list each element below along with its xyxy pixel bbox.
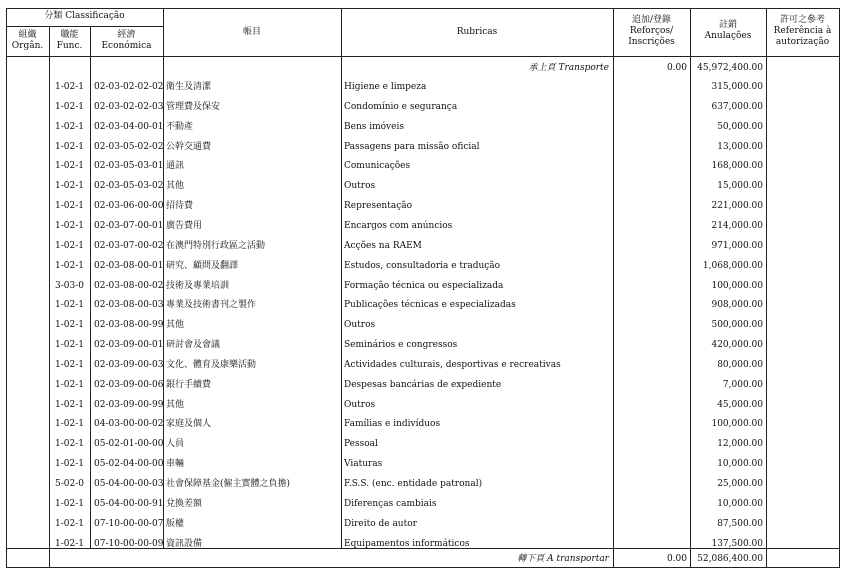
header-reforcos bbox=[613, 15, 690, 48]
header-reforcos-zh: 追加/登錄 bbox=[631, 15, 672, 25]
row-item-zh: 文化、體育及康樂活動 bbox=[166, 359, 257, 370]
row-rubrica-pt: F.S.S. (enc. entidade patronal) bbox=[344, 479, 483, 489]
row-rubrica-pt: Actividades culturais, desportivas e recreativas bbox=[344, 359, 561, 370]
header-rubricas: Rubricas bbox=[456, 27, 498, 37]
row-item-zh: 衛生及清潔 bbox=[166, 82, 212, 92]
row-econ: 02-03-05-03-02 bbox=[94, 181, 164, 192]
transport-out-reforcos: 0.00 bbox=[666, 554, 687, 564]
row-func: 1-02-1 bbox=[55, 518, 84, 529]
row-econ: 02-03-07-00-02 bbox=[94, 240, 164, 251]
row-rubrica-pt: Famílias e indivíduos bbox=[344, 419, 441, 430]
row-func: 1-02-1 bbox=[55, 141, 84, 152]
row-anulacoes: 15,000.00 bbox=[717, 181, 763, 192]
transport-out-label: 轉下頁 A transportar bbox=[517, 554, 609, 564]
table-row bbox=[6, 459, 839, 479]
row-anulacoes: 137,500.00 bbox=[711, 538, 763, 549]
header-referencia bbox=[766, 15, 839, 48]
row-item-zh: 研討會及會議 bbox=[166, 340, 221, 351]
table-row bbox=[6, 281, 839, 301]
row-anulacoes: 971,000.00 bbox=[711, 240, 763, 251]
header-anulacoes-pt: Anulações bbox=[704, 31, 752, 41]
col-line bbox=[839, 8, 840, 568]
header-econ bbox=[90, 30, 163, 52]
row-econ: 02-03-05-02-02 bbox=[94, 141, 164, 152]
row-item-zh: 其他 bbox=[166, 320, 185, 331]
row-func: 5-02-0 bbox=[55, 479, 84, 489]
row-anulacoes: 168,000.00 bbox=[711, 161, 763, 172]
row-rubrica-pt: Estudos, consultadoria e tradução bbox=[344, 260, 501, 271]
header-econ-pt: Económica bbox=[101, 41, 152, 51]
header-func-pt: Func. bbox=[56, 41, 83, 51]
row-item-zh: 銀行手續費 bbox=[166, 379, 212, 390]
row-item-zh: 人員 bbox=[166, 439, 185, 450]
classification-divider bbox=[6, 26, 163, 27]
header-classification: 分類 Classificação bbox=[44, 11, 125, 21]
transport-in-reforcos: 0.00 bbox=[666, 63, 687, 73]
row-item-zh: 廣告費用 bbox=[166, 220, 203, 231]
row-econ: 05-02-01-00-00 bbox=[94, 439, 164, 450]
table-row bbox=[6, 201, 839, 221]
row-anulacoes: 637,000.00 bbox=[711, 101, 763, 112]
row-anulacoes: 12,000.00 bbox=[717, 439, 763, 450]
table-row bbox=[6, 82, 839, 102]
row-item-zh: 研究、顧問及翻譯 bbox=[166, 260, 239, 271]
row-econ: 02-03-08-00-02 bbox=[94, 280, 164, 291]
row-anulacoes: 420,000.00 bbox=[711, 340, 763, 351]
row-econ: 02-03-05-03-01 bbox=[94, 161, 164, 172]
row-econ: 02-03-08-00-01 bbox=[94, 260, 164, 271]
table-row bbox=[6, 400, 839, 420]
row-anulacoes: 7,000.00 bbox=[722, 379, 763, 390]
header-referencia-pt1: Referência à bbox=[773, 26, 832, 36]
row-rubrica-pt: Seminários e congressos bbox=[344, 340, 458, 351]
table-bottom-border bbox=[6, 567, 839, 568]
header-econ-zh: 經濟 bbox=[117, 30, 136, 40]
row-item-zh: 兌換差額 bbox=[166, 498, 203, 509]
row-rubrica-pt: Pessoal bbox=[344, 439, 378, 450]
row-item-zh: 其他 bbox=[166, 399, 185, 410]
row-func: 1-02-1 bbox=[55, 240, 84, 251]
row-anulacoes: 214,000.00 bbox=[711, 220, 763, 231]
row-rubrica-pt: Outros bbox=[344, 320, 376, 331]
row-anulacoes: 1,068,000.00 bbox=[702, 260, 763, 271]
row-func: 1-02-1 bbox=[55, 201, 84, 212]
header-organ bbox=[6, 30, 49, 52]
table-row bbox=[6, 439, 839, 459]
row-item-zh: 技術及專業培訓 bbox=[166, 280, 230, 291]
table-row bbox=[6, 360, 839, 380]
table-row bbox=[6, 261, 839, 281]
row-anulacoes: 13,000.00 bbox=[717, 141, 763, 152]
transport-in-label: 承上頁 Transporte bbox=[528, 63, 609, 73]
row-item-zh: 版權 bbox=[166, 518, 185, 529]
row-func: 1-02-1 bbox=[55, 340, 84, 351]
row-anulacoes: 10,000.00 bbox=[717, 459, 763, 470]
header-anulacoes bbox=[690, 20, 766, 42]
row-anulacoes: 80,000.00 bbox=[717, 359, 763, 370]
table-row bbox=[6, 320, 839, 340]
row-econ: 05-02-04-00-00 bbox=[94, 459, 164, 470]
row-func: 1-02-1 bbox=[55, 161, 84, 172]
row-func: 1-02-1 bbox=[55, 82, 84, 92]
row-rubrica-pt: Publicações técnicas e especializadas bbox=[344, 300, 516, 311]
header-func-zh: 職能 bbox=[60, 30, 79, 40]
row-item-zh: 不動產 bbox=[166, 121, 194, 132]
row-econ: 02-03-08-00-03 bbox=[94, 300, 164, 311]
row-anulacoes: 87,500.00 bbox=[717, 518, 763, 529]
row-rubrica-pt: Equipamentos informáticos bbox=[344, 538, 470, 549]
row-rubrica-pt: Representação bbox=[344, 201, 413, 212]
row-rubrica-pt: Direito de autor bbox=[344, 518, 417, 529]
header-referencia-pt2: autorização bbox=[775, 37, 830, 47]
header-func bbox=[49, 30, 90, 52]
table-row bbox=[6, 300, 839, 320]
transport-in-anulacoes: 45,972,400.00 bbox=[697, 63, 763, 73]
table-row bbox=[6, 181, 839, 201]
table-row bbox=[6, 241, 839, 261]
row-econ: 02-03-08-00-99 bbox=[94, 320, 164, 331]
row-func: 1-02-1 bbox=[55, 359, 84, 370]
header-bottom-border bbox=[6, 56, 839, 57]
table-row bbox=[6, 161, 839, 181]
row-item-zh: 車輛 bbox=[166, 459, 185, 470]
header-reforcos-pt2: Inscrições bbox=[628, 37, 675, 47]
row-econ: 04-03-00-00-02 bbox=[94, 419, 164, 430]
row-anulacoes: 25,000.00 bbox=[717, 479, 763, 489]
row-econ: 02-03-09-00-03 bbox=[94, 359, 164, 370]
row-item-zh: 資訊設備 bbox=[166, 538, 203, 549]
row-rubrica-pt: Viaturas bbox=[344, 459, 383, 470]
row-func: 1-02-1 bbox=[55, 181, 84, 192]
row-func: 1-02-1 bbox=[55, 459, 84, 470]
row-anulacoes: 50,000.00 bbox=[717, 121, 763, 132]
row-rubrica-pt: Encargos com anúncios bbox=[344, 220, 453, 231]
row-econ: 07-10-00-00-07 bbox=[94, 518, 164, 529]
table-row bbox=[6, 340, 839, 360]
row-econ: 02-03-04-00-01 bbox=[94, 121, 164, 132]
row-anulacoes: 10,000.00 bbox=[717, 498, 763, 509]
row-func: 1-02-1 bbox=[55, 419, 84, 430]
table-top-border bbox=[6, 8, 839, 9]
row-rubrica-pt: Condomínio e segurança bbox=[344, 101, 458, 112]
row-func: 1-02-1 bbox=[55, 220, 84, 231]
row-econ: 07-10-00-00-09 bbox=[94, 538, 164, 549]
row-econ: 02-03-09-00-06 bbox=[94, 379, 164, 390]
table-row bbox=[6, 419, 839, 439]
row-item-zh: 招待費 bbox=[166, 201, 194, 212]
row-func: 1-02-1 bbox=[55, 101, 84, 112]
row-rubrica-pt: Acções na RAEM bbox=[344, 240, 422, 251]
row-item-zh: 專業及技術書刊之製作 bbox=[166, 300, 257, 311]
row-rubrica-pt: Higiene e limpeza bbox=[344, 82, 427, 92]
row-func: 1-02-1 bbox=[55, 121, 84, 132]
row-item-zh: 其他 bbox=[166, 181, 185, 192]
header-referencia-zh: 許可之參考 bbox=[779, 15, 825, 25]
row-econ: 02-03-02-02-03 bbox=[94, 101, 164, 112]
row-func: 1-02-1 bbox=[55, 260, 84, 271]
row-rubrica-pt: Bens imóveis bbox=[344, 121, 404, 132]
header-organ-pt: Orgân. bbox=[11, 41, 44, 51]
row-item-zh: 公幹交通費 bbox=[166, 141, 212, 152]
table-row bbox=[6, 380, 839, 400]
table-row bbox=[6, 479, 839, 499]
row-anulacoes: 221,000.00 bbox=[711, 201, 763, 212]
row-anulacoes: 315,000.00 bbox=[711, 82, 763, 92]
transport-out-anulacoes: 52,086,400.00 bbox=[697, 554, 763, 564]
table-row bbox=[6, 102, 839, 122]
row-econ: 02-03-06-00-00 bbox=[94, 201, 164, 212]
row-rubrica-pt: Formação técnica ou especializada bbox=[344, 280, 504, 291]
row-func: 1-02-1 bbox=[55, 439, 84, 450]
row-econ: 02-03-02-02-02 bbox=[94, 82, 164, 92]
row-item-zh: 社會保障基金(僱主實體之負擔) bbox=[166, 479, 291, 489]
row-econ: 05-04-00-00-91 bbox=[94, 498, 164, 509]
row-anulacoes: 100,000.00 bbox=[711, 280, 763, 291]
budget-table bbox=[6, 8, 839, 568]
row-rubrica-pt: Comunicações bbox=[344, 161, 411, 172]
row-anulacoes: 100,000.00 bbox=[711, 419, 763, 430]
row-econ: 02-03-09-00-01 bbox=[94, 340, 164, 351]
row-func: 1-02-1 bbox=[55, 498, 84, 509]
row-rubrica-pt: Despesas bancárias de expediente bbox=[344, 379, 502, 390]
row-rubrica-pt: Passagens para missão oficial bbox=[344, 141, 480, 152]
row-rubrica-pt: Outros bbox=[344, 399, 376, 410]
header-organ-zh: 組織 bbox=[18, 30, 37, 40]
row-func: 1-02-1 bbox=[55, 320, 84, 331]
row-func: 1-02-1 bbox=[55, 399, 84, 410]
row-econ: 05-04-00-00-03 bbox=[94, 479, 164, 489]
row-func: 1-02-1 bbox=[55, 538, 84, 549]
row-econ: 02-03-07-00-01 bbox=[94, 220, 164, 231]
row-anulacoes: 45,000.00 bbox=[717, 399, 763, 410]
row-rubrica-pt: Outros bbox=[344, 181, 376, 192]
table-row bbox=[6, 499, 839, 519]
row-econ: 02-03-09-00-99 bbox=[94, 399, 164, 410]
row-func: 1-02-1 bbox=[55, 300, 84, 311]
row-anulacoes: 500,000.00 bbox=[711, 320, 763, 331]
row-anulacoes: 908,000.00 bbox=[711, 300, 763, 311]
row-item-zh: 家庭及個人 bbox=[166, 419, 212, 430]
row-item-zh: 管理費及保安 bbox=[166, 101, 221, 112]
row-func: 1-02-1 bbox=[55, 379, 84, 390]
table-row bbox=[6, 221, 839, 241]
row-func: 3-03-0 bbox=[55, 280, 84, 291]
row-item-zh: 在澳門特別行政區之活動 bbox=[166, 240, 266, 251]
table-row bbox=[6, 142, 839, 162]
header-item: 帳目 bbox=[242, 27, 261, 37]
row-item-zh: 通訊 bbox=[166, 161, 185, 172]
row-rubrica-pt: Diferenças cambiais bbox=[344, 498, 437, 509]
table-row bbox=[6, 122, 839, 142]
table-row bbox=[6, 519, 839, 539]
header-anulacoes-zh: 註銷 bbox=[718, 20, 737, 30]
header-reforcos-pt1: Reforços/ bbox=[629, 26, 674, 36]
